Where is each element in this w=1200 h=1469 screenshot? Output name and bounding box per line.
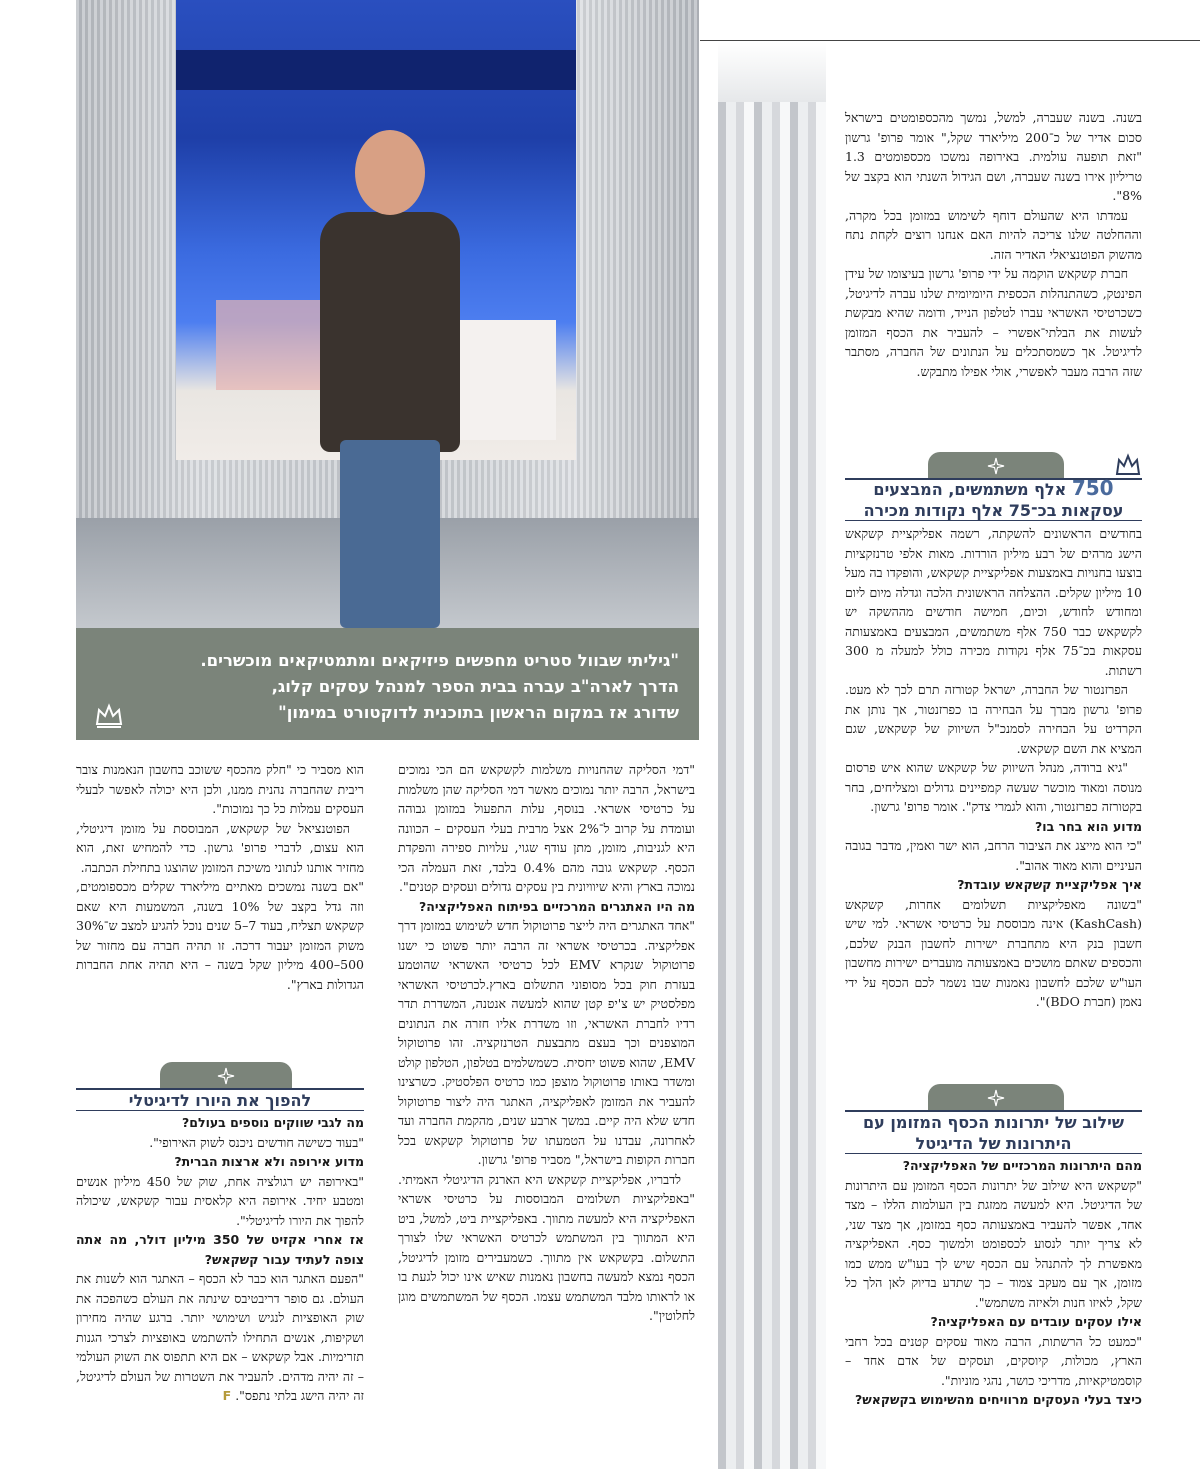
- heading-rule: [76, 1110, 364, 1111]
- interview-question: מה לגבי שווקים נוספים בעולם?: [182, 1115, 364, 1130]
- caption-line-2: הדרך לארה"ב עברה בבית הספר למנהל עסקים קלוג,: [271, 677, 679, 696]
- interview-answer: "כמעט כל הרשתות, הרבה מאוד עסקים קטנים בכל רחבי הארץ, מכולות, קיוסקים, ועסקים של אדם אחד – קוסמטיקאיות, מדריכי כושר, נהגי מוניות".: [845, 1333, 1142, 1388]
- interview-question: איך אפליקציית קשקאש עובדת?: [957, 877, 1142, 892]
- interview-question: מה היו האתגרים המרכזיים בפיתוח האפליקציה?: [419, 898, 695, 914]
- paragraph: לדבריו, אפליקציית קשקאש היא הארנק הדיגיטלי האמיתי. "באפליקציות תשלומים המבוססות על כרטיסי אשראי האפליקציה היא למעשה מתווך. באפליקציית ביט, למשל, ביט היא המתווך בין המשתמש לכרטיס האשראי שלו לצורך התשלום. בקשקאש אין מתווך. כשמעבירים מזומן לדיגיטל, הכסף נמצא למעשה בחשבון נאמנות שאיש אינו יכול לגעת בו או לראותו מלבד המשתמש עצמו. הכסף של המשתמשים מוגן לחלוטין".: [398, 1171, 695, 1323]
- decorative-pillar: [718, 42, 826, 1469]
- top-rule: [700, 40, 1200, 41]
- crown-icon: [94, 702, 124, 728]
- paragraph: "גיא ברודה, מנהל השיווק של קשקאש שהוא איש פרסום מנוסה ומאוד מוכשר שעשה קמפיינים גדולים ומצליחים, בחר בקטורזה כפרזנטור, והוא לגמרי צדק". אומר פרופ' גרשון.: [845, 760, 1142, 814]
- person-figure: [310, 130, 470, 628]
- interview-answer: "אחד האתגרים היה לייצר פרוטוקול חדש לשימוש במזומן דרך אפליקציה. בכרטיסי אשראי זה הרבה יותר פשוט כי ישנו פרוטוקול שנקרא EMV לכל כרטיסי האשראי שהוטמע בעזרת חוק בכל מסופוני התשלום בארץ.לכרטיסי האשראי מפלסטיק יש צ'יפ קטן שהוא למעשה אנטנה, המשדרת תדר רדיו לחברת האשראי, וזו משדרת אליו חזרה את הנתונים המוצפנים וכך בעצם מתבצעת הטרנזקציה. זהו פרוטוקול EMV, שהוא פשוט יחסית. כשמשלמים בטלפון, הטלפון קולט ומשדר באותו פרוטוקול מוצפן כמו כרטיס הפלסטיק. כשרצינו להעביר את המזומן לאפליקציה, האתגר היה ליצור פרוטוקול חדש שלא היה קיים. במשך ארבע שנים, מהקמת החברה ועד לאחרונה, עבדנו על הטמעתו של פרוטוקול קשקאש בכל חברות הקופות בישראל," מסביר פרופ' גרשון.: [398, 918, 695, 1167]
- interview-answer: "בעוד כשישה חודשים ניכנס לשוק האירופי".: [149, 1134, 364, 1150]
- heading-text: להפוך את היורו לדיגיטלי: [128, 1091, 312, 1110]
- section-tab: [928, 1084, 1064, 1112]
- interview-answer: "בשונה מאפליקציות תשלומים אחרות, קשקאש (KashCash) אינה מבוססת על כרטיסי אשראי. למי שיש חשבון בנק היא מתחברת ישירות לחשבון הבנק שלכם, והכספים שאתם מושכים באמצעותה מועברים ישירות מחשבון העו"ש שלכם לחשבון נאמנות שבו נשמר לכם הכסף על ידי נאמן (חברת BDO)".: [845, 896, 1142, 1009]
- paragraph: הפוטנציאל של קשקאש, המבוססת על מזומן דיגיטלי, הוא עצום, לדברי פרופ' גרשון. כדי להמחיש זאת, הוא מחזיר אותנו לנתוני משיכת המזומן שהוצגו בתחילת הכתבה.: [76, 820, 364, 875]
- heading-number: 750: [1071, 476, 1114, 500]
- article-column-middle: [398, 760, 695, 1326]
- article-column-right-top: [845, 108, 1142, 381]
- section-heading-advantages: [845, 1112, 1142, 1154]
- painting-dark-band: [176, 50, 576, 90]
- crown-icon: [1114, 452, 1142, 478]
- person-head: [355, 130, 425, 215]
- section-heading-users: [845, 478, 1142, 521]
- person-sweater: [320, 212, 460, 452]
- interview-answer: "כי הוא מייצג את הציבור הרחב, הוא ישר ואמין, מדבר בגובה העיניים והוא מאוד אהוב".: [845, 838, 1142, 873]
- interview-question: אילו עסקים עובדים עם האפליקציה?: [930, 1314, 1142, 1329]
- caption-line-3: שדורג אז במקום הראשון בתוכנית לדוקטורט במימון": [278, 703, 679, 722]
- interview-question: אז אחרי אקזיט של 350 מיליון דולר, מה אתה צופה לעתיד עבור קשקאש?: [76, 1232, 364, 1267]
- paragraph: "דמי הסליקה שהחנויות משלמות לקשקאש הם הכי נמוכים בישראל, הרבה יותר נמוכים מאשר דמי הסליקה שהן משלמות על כרטיסי אשראי. בנוסף, עלות התפעול במזומן גבוהה ועומדת על קרוב ל־2% אצל מרבית בעלי העסקים – הכוונה היא לגניבות, מזומן, מתן עודף שגוי, עלויות ספירה והפקדת הכסף. קשקאש גובה מהם 0.4% בלבד, זאת העמלה הכי נמוכה בארץ והיא שיוויונית בין עסקים גדולים ועסקים קטנים".: [398, 762, 695, 894]
- section-tab: [928, 452, 1064, 480]
- interview-question: כיצד בעלי העסקים מרוויחים מהשימוש בקשקאש?: [855, 1392, 1142, 1407]
- paragraph: חברת קשקאש הוקמה על ידי פרופ' גרשון בעיצומו של עידן הפינטק, כשהתנהלות הכספית היומיומית שלנו עברה לדיגיטל, כשכרטיסי האשראי עברו לטלפון הנייד, ודומה שהיא מבקשת לעשות את הבלתי־אפשרי – להעביר את הכסף המזומן לדיגיטל. אך כשמסתכלים על הנתונים של החברה, מסתבר שזה הרבה מעבר לאפשרי, אולי אפילו מתבקש.: [845, 266, 1142, 379]
- answer-text: "הפעם האתגר הוא כבר לא הכסף – האתגר הוא לשנות את העולם. גם סופר דריבטיבס שינתה את העולם כשהפכה את שוק האופציות לנגיש ושימושי יותר. ברגע שהיה מחירון ושקיפות, אנשים התחילו להשתמש באופציות לצרכי הגנות תזרימיות. אבל קשקאש – אם היא תתפוס את השוק העולמי – זה יהיה מדהים. להעביר את השטרות של העולם לדיגיטל, זה יהיה הישג בלתי נתפס".: [76, 1271, 364, 1403]
- photo-caption: [76, 628, 699, 740]
- interview-answer: "באירופה יש רגולציה אחת, שוק של 450 מיליון אנשים ומטבע יחיד. אירופה היא קלאסית עבור קשקאש, שיכולה להפוך את היורו לדיגיטלי".: [76, 1173, 365, 1228]
- heading-text: עסקאות בכ־75 אלף נקודות מכירה: [863, 501, 1124, 520]
- heading-rule: [845, 1153, 1142, 1154]
- interview-question: מהם היתרונות המרכזיים של האפליקציה?: [902, 1158, 1142, 1173]
- heading-text: היתרונות של הדיגיטל: [915, 1134, 1072, 1153]
- interview-answer: [76, 1269, 364, 1406]
- paragraph: בשנה. בשנה שעברה, למשל, נמשך מהכספומטים בישראל סכום אדיר של כ־200 מיליארד שקל," אומר פרופ' גרשון "זאת תופעה עולמית. באירופה נמשכו מכספומטים 1.3 טריליון אירו בשנה שעברה, ושם הגידול השנתי הוא בקצב של 8%".: [845, 110, 1142, 203]
- section-heading-euro: [76, 1090, 364, 1111]
- article-column-right-middle: [845, 524, 1142, 1012]
- article-column-left-bottom: [76, 1113, 364, 1406]
- section-tab: [160, 1062, 292, 1090]
- paragraph: בחודשים הראשונים להשקתה, רשמה אפליקציית קשקאש הישג מרהים של רבע מיליון הורדות. מאות אלפי טרנזקציות בוצעו בחנויות באמצעות אפליקציית קשקאש, והופקדו בה מעל 10 מיליון שקלים. ההצלחה הראשונית הלכה וגדלה מיום ליום ומחודש לחודש, וכיום, חמישה חודשים מההשקה יש לקשקאש כבר 750 אלף משתמשים, המבצעים באמצעותה עסקאות בכ־75 אלף נקודות מכירה כולל למעלה מ 300 רשתות.: [845, 526, 1142, 678]
- paragraph: הוא מסביר כי "חלק מהכסף ששוכב בחשבון הנאמנות צובר ריבית שהחברה נהנית ממנו, ולכן היא יכולה לאפשר לבעלי העסקים עמלות כל כך נמוכות".: [76, 762, 364, 816]
- heading-text: שילוב של יתרונות הכסף המזומן עם: [863, 1113, 1124, 1132]
- article-column-left-top: [76, 760, 364, 994]
- interview-question: מדוע הוא בחר בו?: [1035, 818, 1142, 834]
- paragraph: הפרזנטור של החברה, ישראל קטורזה תרם לכך לא מעט. פרופ' גרשון מברך על הבחירה בו כפרזנטור, אך נותן את הקרדיט על הבחירה לסמנכ"ל השיווק של קשקאש, שגם המציא את השם קשקאש.: [845, 682, 1142, 756]
- caption-line-1: "גיליתי שבוול סטריט מחפשים פיזיקאים ומתמטיקאים מוכשרים.: [200, 651, 679, 670]
- heading-text: אלף משתמשים, המבצעים: [873, 480, 1067, 499]
- sparkle-icon: [217, 1067, 235, 1085]
- sparkle-icon: [987, 1089, 1005, 1107]
- article-column-right-bottom: [845, 1156, 1142, 1410]
- paragraph: עמדתו היא שהעולם דוחף לשימוש במזומן בכל מקרה, וההחלטה שלנו צריכה להיות האם אנחנו רוצים לקחת נתח מהשוק הפוטנציאלי האדיר הזה.: [845, 207, 1142, 262]
- heading-rule: [845, 520, 1142, 521]
- end-mark: F: [222, 1388, 232, 1403]
- interview-answer: "קשקאש היא שילוב של יתרונות הכסף המזומן עם היתרונות של הדיגיטל. היא למעשה ממזגת בין העולמות הללו – מצד אחד, אפשר להעביר באמצעותה כסף במזומן, אך מצד שני, לא צריך יותר לנסוע לכספומט ולמשוך כסף. האפליקציה מאפשרת לך להתנהל עם הכסף שיש לך בעו"ש ממש כמו מזומן, אך עם מעקב צמוד – כך שתדע בדיוק לאן הלך כל שקל, לאיזו חנות ולאיזה משתמש".: [845, 1177, 1142, 1310]
- person-jeans: [340, 440, 440, 628]
- sparkle-icon: [987, 457, 1005, 475]
- interview-question: מדוע אירופה ולא ארצות הברית?: [174, 1154, 364, 1169]
- portrait-photo: [76, 0, 699, 628]
- pillar-cap: [718, 42, 826, 102]
- paragraph: "אם בשנה נמשכים מאתיים מיליארד שקלים מכספומטים, וזה גדל בקצב של 10% בשנה, המשמעות היא שאם קשקאש תצליח, בעוד 7–5 שנים נוכל להגיע למצב ש־30% משוק המזומן יעבור דרכה. זו תהיה חברה עם מחזור של 500–400 מיליון שקל בשנה – היא תהיה אחת החברות הגדולות בארץ".: [76, 879, 364, 992]
